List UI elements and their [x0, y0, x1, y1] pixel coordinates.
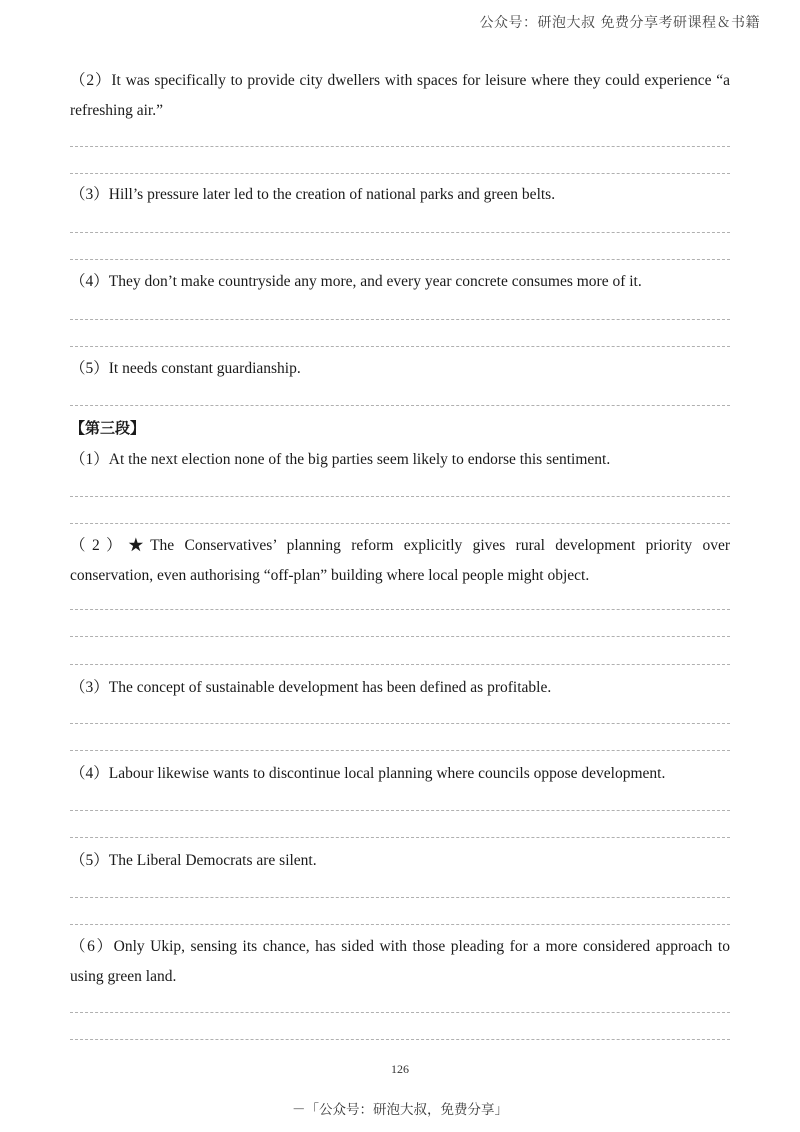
- answer-line: [70, 232, 730, 233]
- sentence-item: （4）Labour likewise wants to discontinue local planning where councils oppose development.: [70, 765, 666, 782]
- answer-line: [70, 664, 730, 665]
- section-heading: 【第三段】: [70, 419, 146, 437]
- answer-line: [70, 897, 730, 898]
- answer-line: [70, 405, 730, 406]
- sentence-item: （4）They don’t make countryside any more, and every year concrete consumes more of it.: [70, 273, 642, 290]
- sentence-item: （2）★The Conservatives’ planning reform explicitly gives rural development priority over conservation, even authorising “off-plan” building where local people might object.: [70, 537, 730, 584]
- answer-line: [70, 636, 730, 637]
- answer-line: [70, 810, 730, 811]
- answer-line: [70, 1039, 730, 1040]
- answer-line: [70, 837, 730, 838]
- answer-line: [70, 346, 730, 347]
- page-number: 126: [391, 1062, 409, 1076]
- answer-line: [70, 173, 730, 174]
- sentence-item: （2）It was specifically to provide city dwellers with spaces for leisure where they could experience “a refreshing air.”: [70, 72, 730, 119]
- sentence-item: （5）The Liberal Democrats are silent.: [70, 852, 317, 869]
- answer-line: [70, 259, 730, 260]
- answer-line: [70, 146, 730, 147]
- answer-line: [70, 750, 730, 751]
- sentence-item: （1）At the next election none of the big parties seem likely to endorse this sentiment.: [70, 451, 611, 468]
- sentence-item: （3）The concept of sustainable development has been defined as profitable.: [70, 679, 552, 696]
- answer-line: [70, 523, 730, 524]
- answer-line: [70, 496, 730, 497]
- answer-line: [70, 924, 730, 925]
- answer-line: [70, 609, 730, 610]
- sentence-item: （6）Only Ukip, sensing its chance, has sided with those pleading for a more considered approach to using green land.: [70, 938, 730, 985]
- sentence-item: （5）It needs constant guardianship.: [70, 360, 301, 377]
- answer-line: [70, 319, 730, 320]
- sentence-item: （3）Hill’s pressure later led to the creation of national parks and green belts.: [70, 186, 556, 203]
- answer-line: [70, 1012, 730, 1013]
- header-watermark: 公众号：研泡大叔 免费分享考研课程＆书籍: [479, 15, 760, 31]
- footer-watermark: －「公众号：研泡大叔，免费分享」: [292, 1102, 508, 1118]
- answer-line: [70, 723, 730, 724]
